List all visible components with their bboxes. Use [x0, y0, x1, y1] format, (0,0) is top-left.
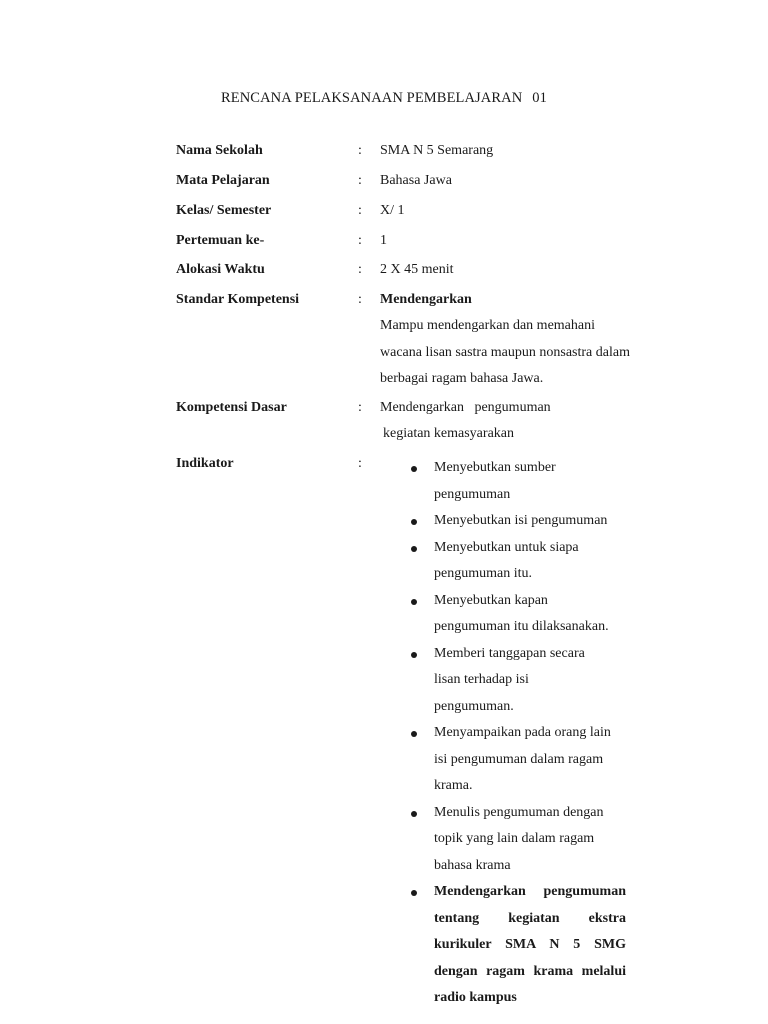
list-item: Menulis pengumuman dengan topik yang lain dalam ragam bahasa krama: [434, 800, 626, 880]
bullet-icon: [411, 731, 417, 737]
title-number: 01: [532, 90, 547, 106]
title-text: RENCANA PELAKSANAAN PEMBELAJARAN: [221, 90, 523, 106]
bullet-icon: [411, 652, 417, 658]
colon: :: [358, 173, 362, 188]
document-title: [0, 90, 768, 107]
bullet-icon: [411, 546, 417, 552]
label-nama-sekolah: Nama Sekolah: [176, 143, 263, 158]
bullet-icon: [411, 466, 417, 472]
colon: :: [358, 400, 362, 415]
list-item-bold: Mendengarkan pengumuman tentang kegiatan ekstra kurikuler SMA N 5 SMG dengan ragam krama melalui radio kampus: [434, 879, 626, 1012]
label-standar-kompetensi: Standar Kompetensi: [176, 292, 300, 307]
bullet-icon: [411, 890, 417, 896]
list-item: Menyebutkan untuk siapa pengumuman itu.: [434, 535, 626, 588]
list-item: Menyampaikan pada orang lain isi pengumuman dalam ragam krama.: [434, 720, 626, 800]
label-kompetensi-dasar: Kompetensi Dasar: [176, 400, 287, 415]
bullet-icon: [411, 811, 417, 817]
value-sk-heading: Mendengarkan: [380, 292, 472, 307]
colon: :: [358, 262, 362, 277]
value-kelas-semester: X/ 1: [380, 203, 405, 218]
label-mata-pelajaran: Mata Pelajaran: [176, 173, 270, 188]
value-pertemuan: 1: [380, 233, 387, 248]
value-kd-line2: kegiatan kemasyarakan: [383, 426, 514, 441]
colon: :: [358, 456, 362, 471]
list-item: Menyebutkan sumber pengumuman: [434, 455, 626, 508]
value-sk-text: Mampu mendengarkan dan memahani wacana lisan sastra maupun nonsastra dalam berbagai ragam bahasa Jawa.: [380, 318, 630, 386]
colon: :: [358, 292, 362, 307]
indikator-list: [434, 455, 626, 1012]
value-alokasi-waktu: 2 X 45 menit: [380, 262, 454, 277]
bullet-icon: [411, 599, 417, 605]
bullet-icon: [411, 519, 417, 525]
label-alokasi-waktu: Alokasi Waktu: [176, 262, 265, 277]
list-item: Menyebutkan kapan pengumuman itu dilaksanakan.: [434, 588, 626, 641]
colon: :: [358, 233, 362, 248]
value-mata-pelajaran: Bahasa Jawa: [380, 173, 452, 188]
list-item: Memberi tanggapan secara lisan terhadap isi pengumuman.: [434, 641, 626, 721]
label-pertemuan: Pertemuan ke-: [176, 233, 265, 248]
colon: :: [358, 203, 362, 218]
label-indikator: Indikator: [176, 456, 234, 471]
value-nama-sekolah: SMA N 5 Semarang: [380, 143, 494, 158]
label-kelas-semester: Kelas/ Semester: [176, 203, 272, 218]
colon: :: [358, 143, 362, 158]
value-kd-line1: Mendengarkan pengumuman: [380, 400, 551, 415]
list-item: Menyebutkan isi pengumuman: [434, 508, 626, 535]
